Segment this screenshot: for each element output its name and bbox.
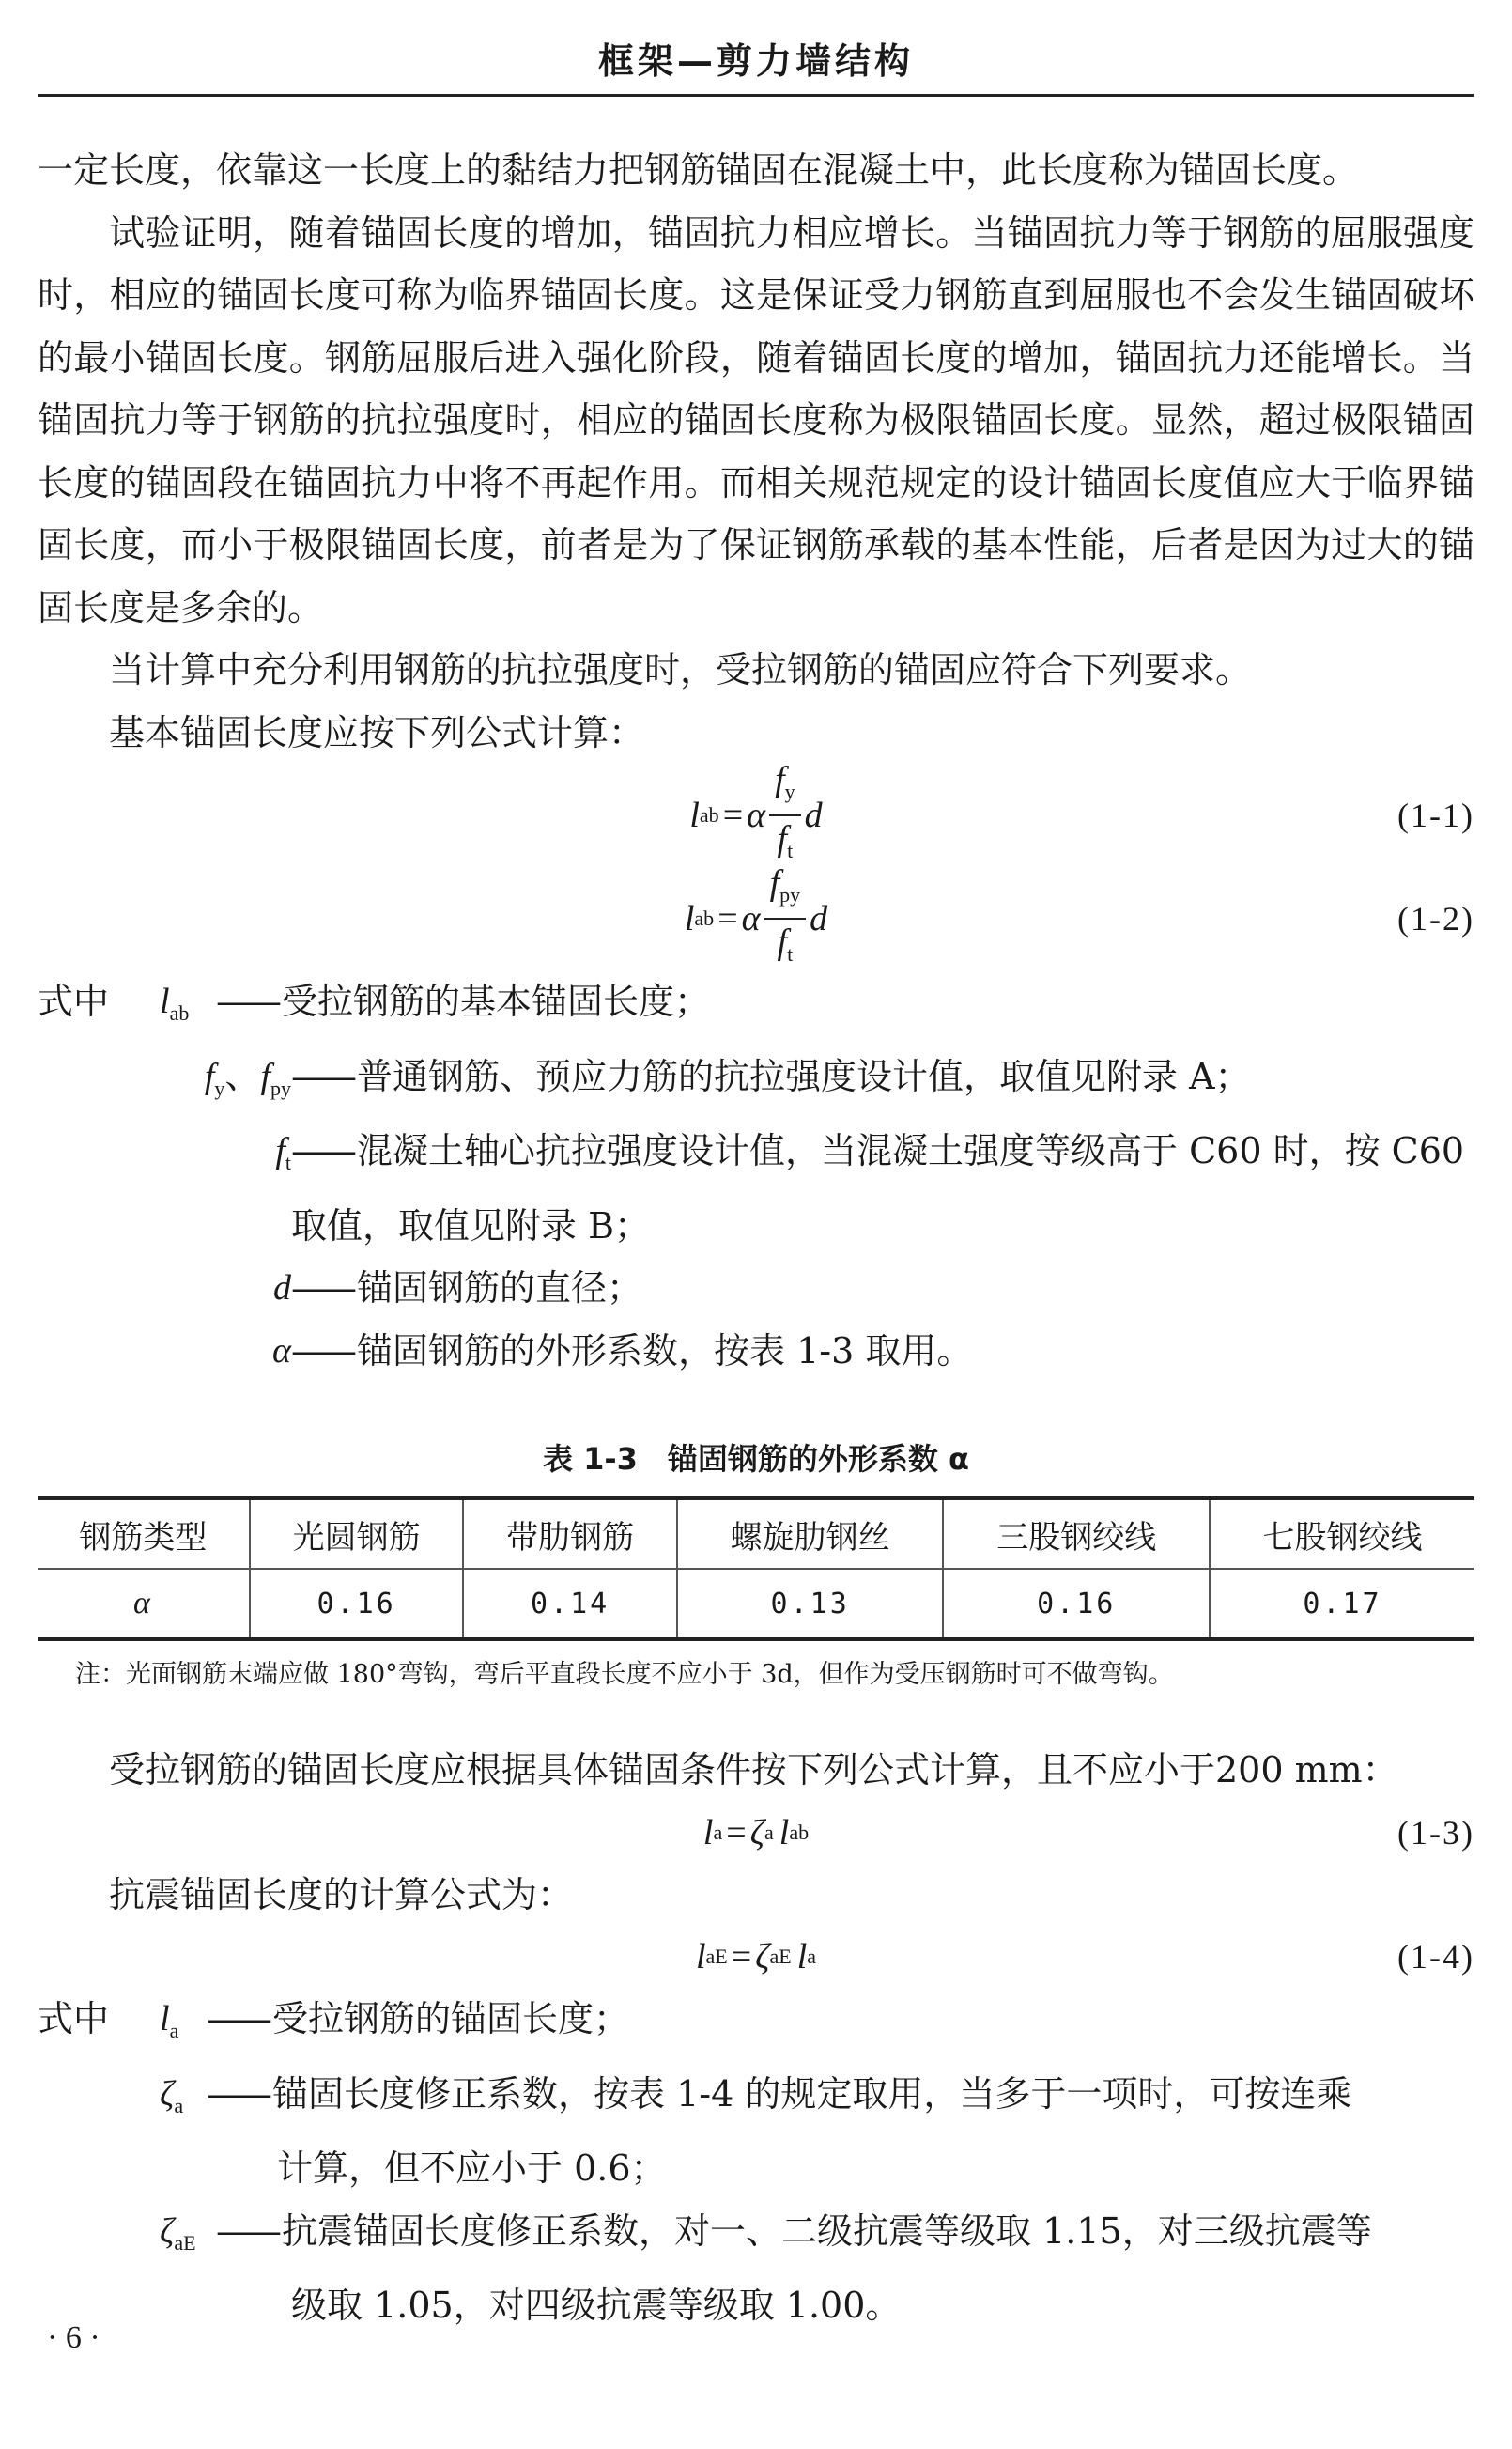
paragraph-6: 抗震锚固长度的计算公式为：: [109, 1873, 574, 1915]
table-cell: 0.16: [943, 1569, 1210, 1639]
table-cell: α: [133, 1586, 153, 1620]
definition-continuation: 计算，但不应小于 0.6；: [277, 2147, 667, 2189]
formula-1-2: l ab = α $\frac{f_{py}}{f_t}$ d (1-2): [38, 867, 1474, 970]
definition-row: $\zeta_a$ —— 锚固长度修正系数，按表 1-4 的规定取用，当多于一项时，可按连乘: [160, 2072, 1352, 2117]
definition-row: α —— 锚固钢筋的外形系数，按表 1-3 取用。: [272, 1329, 973, 1372]
definition-continuation: 取值，取值见附录 B；: [291, 1204, 651, 1247]
definition-row: 式中 $l_a$ —— 受拉钢筋的锚固长度；: [38, 1998, 630, 2042]
definition-row: $f_y$、$f_{py}$ —— 普通钢筋、预应力筋的抗拉强度设计值，取值见附录 A；: [204, 1055, 1251, 1100]
paragraph-2: 试验证明，随着锚固长度的增加，锚固抗力相应增长。当锚固抗力等于钢筋的屈服强度时，相应的锚固长度可称为临界锚固长度。这是保证受力钢筋直到屈服也不会发生锚固破坏的最小锚固长度。钢筋屈服后进入强化阶段，随着锚固长度的增加，锚固抗力还能增长。当锚固抗力等于钢筋的抗拉强度时，相应的锚固长度称为极限锚固长度。显然，超过极限锚固长度的锚固段在锚固抗力中将不再起作用。而相关规范规定的设计锚固长度值应大于临界锚固长度，而小于极限锚固长度，前者是为了保证钢筋承载的基本性能，后者是因为过大的锚固长度是多余的。: [38, 211, 1474, 628]
table-cell: 0.13: [677, 1569, 944, 1639]
formula-1-1: l ab = α $\frac{f_y}{f_t}$ d (1-1): [38, 764, 1474, 867]
equation-number: (1-3): [1397, 1813, 1474, 1852]
definition-row: 式中 $l_{ab}$ —— 受拉钢筋的基本锚固长度；: [38, 981, 711, 1025]
paragraph-1: 一定长度，依靠这一长度上的黏结力把钢筋锚固在混凝土中，此长度称为锚固长度。: [38, 149, 1359, 191]
paragraph-3: 当计算中充分利用钢筋的抗拉强度时，受拉钢筋的锚固应符合下列要求。: [109, 649, 1252, 690]
table-header-row: [38, 1498, 1474, 1569]
equation-number: (1-4): [1397, 1938, 1474, 1976]
table-cell: 0.16: [250, 1569, 464, 1639]
definition-row: d —— 锚固钢筋的直径；: [273, 1267, 643, 1309]
table-header-cell: 三股钢绞线: [943, 1498, 1210, 1569]
symbol-definitions-1: [38, 970, 1474, 1382]
table-caption: 表 1-3 锚固钢筋的外形系数 α: [542, 1441, 970, 1477]
table-note: 注：光面钢筋末端应做 180°弯钩，弯后平直段长度不应小于 3d，但作为受压钢筋时可不做弯钩。: [75, 1660, 1174, 1689]
table-cell: 0.14: [463, 1569, 677, 1639]
definition-row: $\zeta_{aE}$ —— 抗震锚固长度修正系数，对一、二级抗震等级取 1.15，对三级抗震等: [160, 2209, 1372, 2255]
definition-row: $f_t$ —— 混凝土轴心抗拉强度设计值，当混凝土强度等级高于 C60 时，按 C60: [275, 1130, 1465, 1174]
table-header-cell: 七股钢绞线: [1210, 1498, 1474, 1569]
table-row: [38, 1569, 1474, 1639]
running-header: 框架—剪力墙结构: [38, 28, 1474, 97]
table-cell: 0.17: [1210, 1569, 1474, 1639]
paragraph-4: 基本锚固长度应按下列公式计算：: [109, 711, 645, 753]
formula-1-4: l aE = ζ aE l a (1-4): [695, 1937, 1474, 1976]
symbol-definitions-2: [38, 1988, 1474, 2337]
shape-coefficient-table: [38, 1496, 1474, 1641]
fraction: $\frac{f_{py}}{f_t}$: [764, 862, 807, 975]
table-header-cell: 钢筋类型: [79, 1518, 208, 1557]
equation-number: (1-1): [1397, 797, 1474, 834]
table-header-cell: 带肋钢筋: [463, 1498, 677, 1569]
formula-1-3: l a = ζ a l ab (1-3): [702, 1812, 1474, 1852]
table-header-cell: 螺旋肋钢丝: [677, 1498, 944, 1569]
definition-continuation: 级取 1.05，对四级抗震等级取 1.00。: [291, 2285, 902, 2326]
table-header-cell: 光圆钢筋: [250, 1498, 464, 1569]
page-body: [38, 139, 1474, 2337]
page-number: · 6 ·: [47, 2320, 100, 2355]
equation-number: (1-2): [1397, 900, 1474, 938]
paragraph-5: 受拉钢筋的锚固长度应根据具体锚固条件按下列公式计算，且不应小于200 mm：: [109, 1749, 1398, 1790]
fraction: $\frac{f_y}{f_t}$: [769, 759, 801, 872]
